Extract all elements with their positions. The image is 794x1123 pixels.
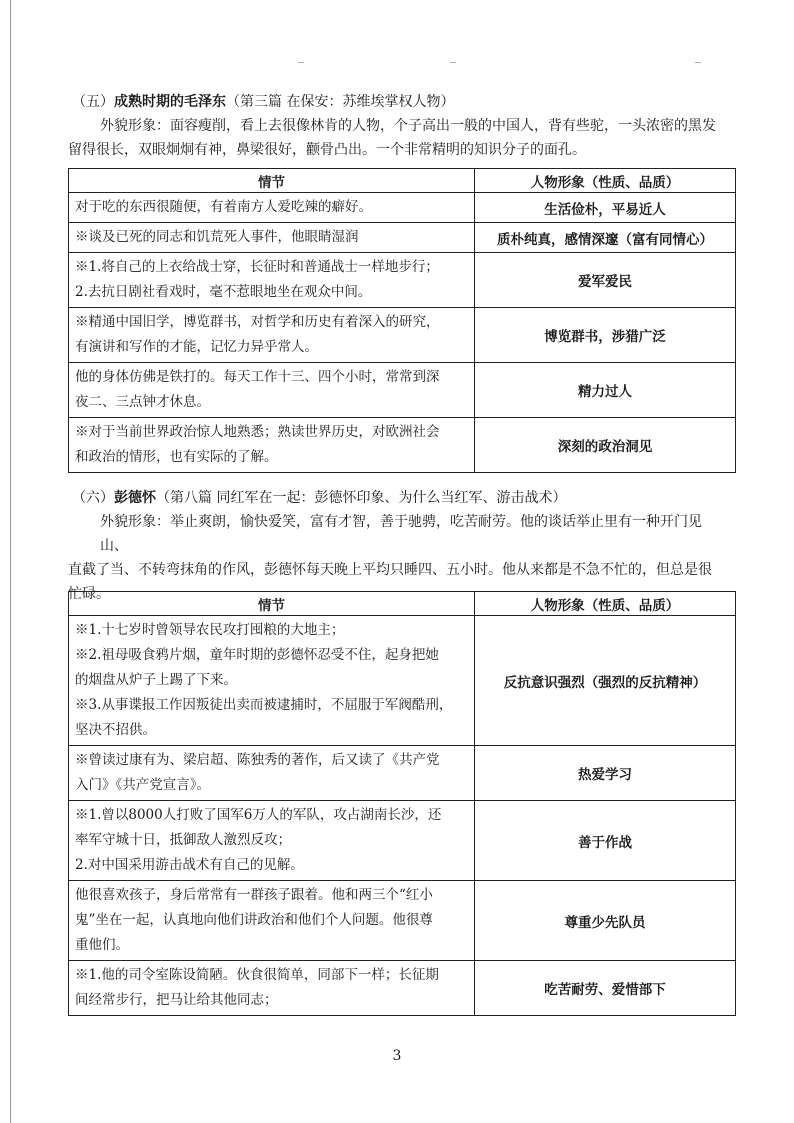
table-row xyxy=(69,801,736,881)
trait-cell: 精力过人 xyxy=(475,363,736,418)
table-row xyxy=(69,418,736,473)
section-number: （五） xyxy=(72,94,114,110)
plot-line: ※谈及已死的同志和饥荒死人事件，他眼睛湿润 xyxy=(75,229,359,245)
column-header-trait: 人物形象（性质、品质） xyxy=(475,592,736,616)
section-5-heading xyxy=(72,92,454,112)
plot-cell xyxy=(69,881,475,961)
plot-line: 2.对中国采用游击战术有自己的见解。 xyxy=(75,857,304,873)
plot-cell xyxy=(69,746,475,801)
scan-mark xyxy=(298,62,304,63)
plot-line: ※1.他的司令室陈设简陋。伙食很简单，同部下一样；长征期 xyxy=(75,967,439,983)
trait-cell: 爱军爱民 xyxy=(475,253,736,308)
plot-line: 间经常步行，把马让给其他同志； xyxy=(75,992,278,1008)
trait-cell: 吃苦耐劳、爱惜部下 xyxy=(475,961,736,1016)
plot-cell xyxy=(69,193,475,223)
column-header-trait: 人物形象（性质、品质） xyxy=(475,169,736,193)
trait-cell: 博览群书，涉猎广泛 xyxy=(475,308,736,363)
plot-line: ※1.十七岁时曾领导农民攻打囤粮的大地主； xyxy=(75,622,345,638)
section-6-table xyxy=(68,591,736,1016)
plot-line: ※1.曾以8000人打败了国军6万人的军队，攻占湖南长沙，还 xyxy=(75,807,442,823)
page-number: 3 xyxy=(392,1048,402,1064)
trait-cell: 质朴纯真，感情深邃（富有同情心） xyxy=(475,223,736,253)
plot-line: 夜二、三点钟才休息。 xyxy=(75,394,210,410)
plot-line: 鬼”坐在一起，认真地向他们讲政治和他们个人问题。他很尊 xyxy=(75,912,433,928)
scan-mark xyxy=(695,62,701,63)
section-5-appearance xyxy=(68,114,728,162)
table-row xyxy=(69,961,736,1016)
trait-cell: 热爱学习 xyxy=(475,746,736,801)
table-row xyxy=(69,616,736,746)
plot-cell xyxy=(69,308,475,363)
trait-cell: 生活俭朴，平易近人 xyxy=(475,193,736,223)
appearance-line: 外貌形象：面容瘦削，看上去很像林肯的人物，个子高出一般的中国人，背有些驼，一头浓密的黑发 xyxy=(100,118,716,134)
plot-line: 重他们。 xyxy=(75,937,129,953)
plot-line: ※对于当前世界政治惊人地熟悉；熟读世界历史，对欧洲社会 xyxy=(75,424,440,440)
plot-line: 率军守城十日，抵御敌人激烈反攻； xyxy=(75,832,291,848)
table-row xyxy=(69,363,736,418)
plot-line: 坚决不招供。 xyxy=(75,722,156,738)
table-header-row xyxy=(69,169,736,193)
plot-line: ※曾读过康有为、梁启超、陈独秀的著作，后又读了《共产党 xyxy=(75,752,440,768)
plot-cell xyxy=(69,961,475,1016)
plot-line: ※3.从事谍报工作因叛徒出卖而被逮捕时，不屈服于军阀酷刑， xyxy=(75,697,453,713)
table-header-row xyxy=(69,592,736,616)
table-row xyxy=(69,746,736,801)
table-row xyxy=(69,308,736,363)
plot-line: ※1.将自己的上衣给战士穿，长征时和普通战士一样地步行； xyxy=(75,259,439,275)
appearance-line: 留得很长，双眼炯炯有神，鼻梁很好，颧骨凸出。一个非常精明的知识分子的面孔。 xyxy=(68,142,586,158)
scan-mark xyxy=(450,62,456,63)
section-title: 成熟时期的毛泽东 xyxy=(114,94,226,110)
trait-cell: 反抗意识强烈（强烈的反抗精神） xyxy=(475,616,736,746)
plot-line: 的烟盘从炉子上踢了下来。 xyxy=(75,672,237,688)
table-row xyxy=(69,223,736,253)
plot-line: ※2.祖母吸食鸦片烟，童年时期的彭德怀忍受不住，起身把她 xyxy=(75,647,439,663)
section-5-table xyxy=(68,168,736,473)
plot-line: 有演讲和写作的才能，记忆力异乎常人。 xyxy=(75,339,318,355)
section-title: 彭德怀 xyxy=(114,490,156,506)
plot-cell xyxy=(69,253,475,308)
plot-cell xyxy=(69,418,475,473)
plot-cell xyxy=(69,363,475,418)
trait-cell: 深刻的政治洞见 xyxy=(475,418,736,473)
plot-line: ※精通中国旧学，博览群书，对哲学和历史有着深入的研究， xyxy=(75,314,440,330)
section-source: （第三篇 在保安：苏维埃掌权人物） xyxy=(226,94,455,110)
section-source: （第八篇 同红军在一起：彭德怀印象、为什么当红军、游击战术） xyxy=(156,490,567,506)
plot-cell xyxy=(69,801,475,881)
appearance-line: 忙碌。 xyxy=(68,586,110,602)
trait-cell: 尊重少先队员 xyxy=(475,881,736,961)
section-6-heading xyxy=(72,488,566,508)
appearance-line: 直截了当、不转弯抹角的作风，彭德怀每天晚上平均只睡四、五小时。他从来都是不急不忙的，但总是很 xyxy=(68,562,712,578)
plot-line: 2.去抗日剧社看戏时，毫不惹眼地坐在观众中间。 xyxy=(75,284,372,300)
table-row xyxy=(69,253,736,308)
table-row xyxy=(69,193,736,223)
appearance-line: 外貌形象：举止爽朗，愉快爱笑，富有才智，善于驰骋，吃苦耐劳。他的谈话举止里有一种开门见山、 xyxy=(100,514,702,554)
column-header-plot: 情节 xyxy=(69,169,475,193)
plot-line: 对于吃的东西很随便，有着南方人爱吃辣的癖好。 xyxy=(75,199,372,215)
plot-line: 他的身体仿佛是铁打的。每天工作十三、四个小时，常常到深 xyxy=(75,369,440,385)
plot-cell xyxy=(69,223,475,253)
left-margin-rule xyxy=(10,0,11,1123)
plot-cell xyxy=(69,616,475,746)
table-row xyxy=(69,881,736,961)
plot-line: 他很喜欢孩子，身后常常有一群孩子跟着。他和两三个“红小 xyxy=(75,887,433,903)
section-number: （六） xyxy=(72,490,114,506)
trait-cell: 善于作战 xyxy=(475,801,736,881)
plot-line: 入门》《共产党宣言》。 xyxy=(75,777,210,793)
column-header-plot: 情节 xyxy=(69,592,475,616)
plot-line: 和政治的情形，也有实际的了解。 xyxy=(75,449,278,465)
